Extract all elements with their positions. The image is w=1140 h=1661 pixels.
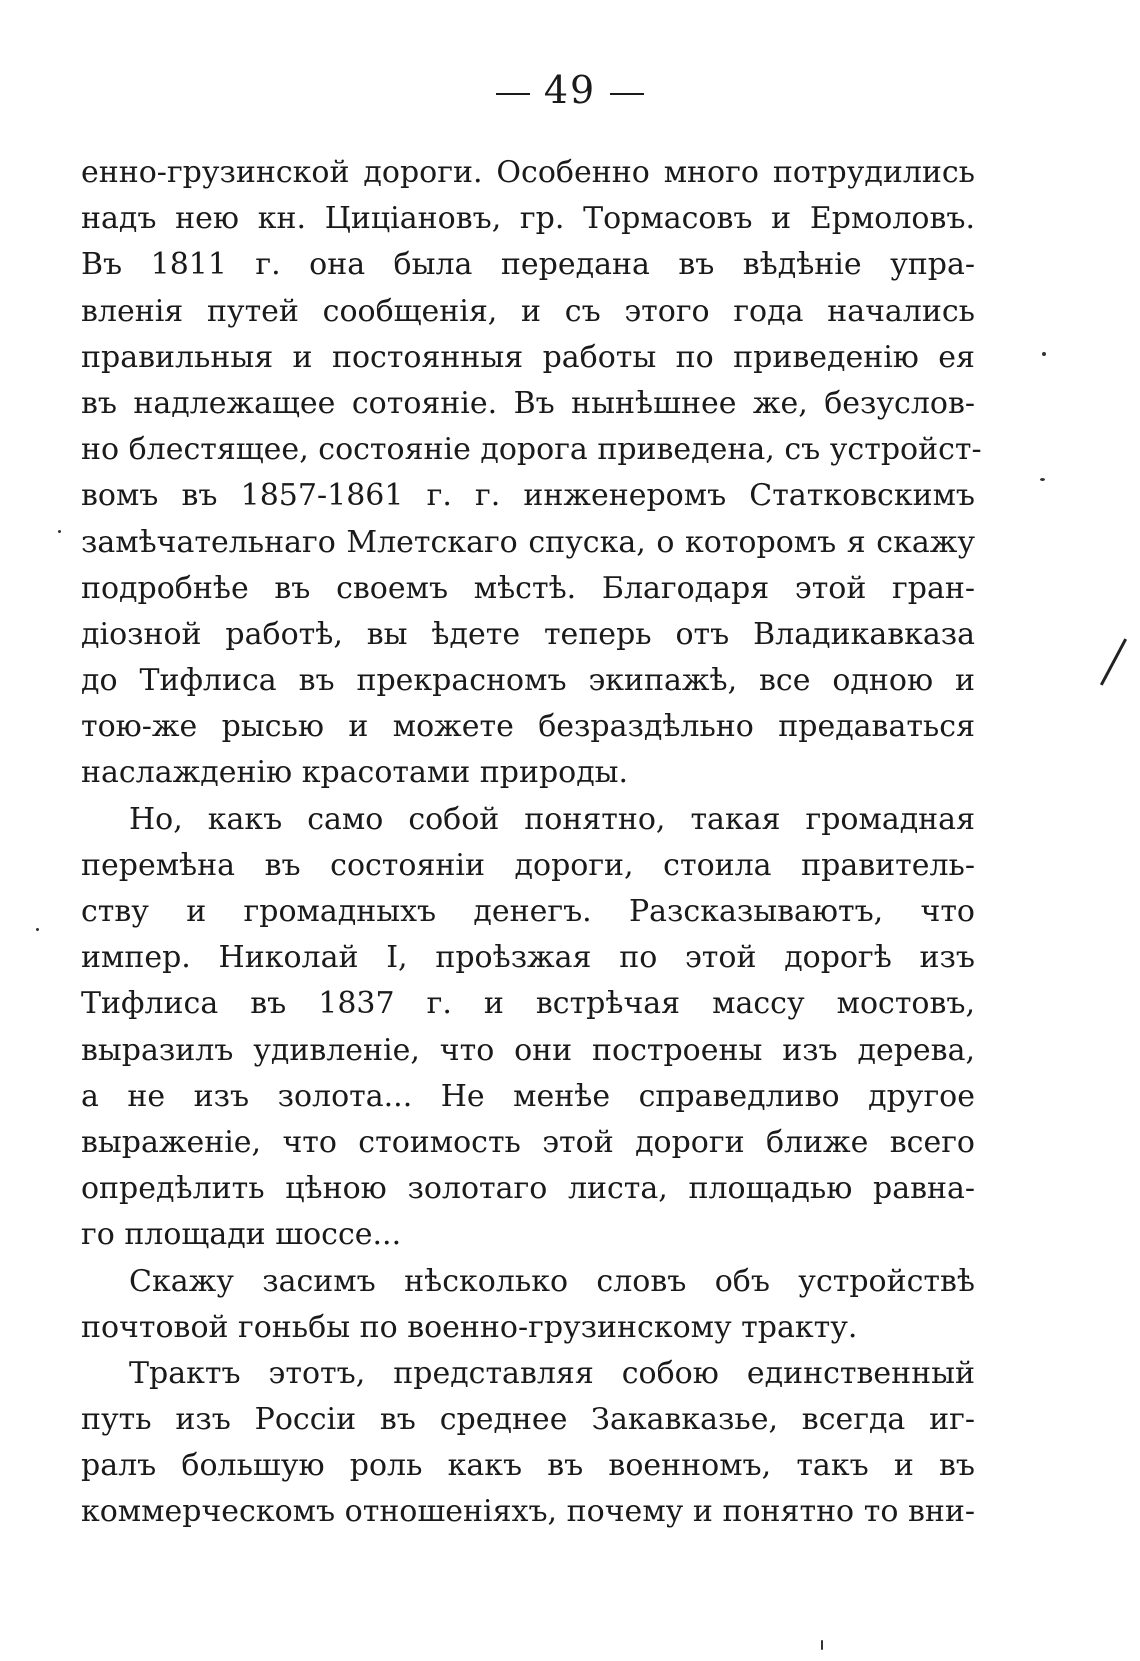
margin-pen-mark: [1100, 638, 1127, 685]
text-line: дiозной работѣ, вы ѣдете теперь отъ Владикавказа: [81, 616, 975, 652]
right-dash: [610, 93, 644, 95]
text-line: почтовой гоньбы по военно-грузинскому тракту.: [81, 1309, 858, 1345]
paragraph-3: [81, 1259, 975, 1351]
scan-speck: [36, 928, 39, 931]
text-line: ралъ большую роль какъ въ военномъ, такъ и въ: [81, 1448, 975, 1484]
text-line: перемѣна въ состоянiи дороги, стоила правитель-: [81, 847, 975, 883]
text-line: енно-грузинской дороги. Особенно много потрудились: [81, 155, 975, 190]
text-line: Тифлиса въ 1837 г. и встрѣчая массу мостовъ,: [81, 986, 975, 1022]
text-line: выразилъ удивленiе, что они построены изъ дерева,: [81, 1032, 975, 1068]
text-line: надъ нею кн. Цицiановъ, гр. Тормасовъ и Ермоловъ.: [81, 201, 975, 237]
text-line: го площади шоссе...: [81, 1217, 402, 1253]
text-line: путь изъ Россiи въ среднее Закавказье, всегда иг-: [81, 1402, 975, 1438]
text-line: въ надлежащее сотоянiе. Въ нынѣшнее же, безуслов-: [81, 385, 975, 421]
text-line: вомъ въ 1857-1861 г. г. инженеромъ Статковскимъ: [81, 478, 975, 514]
text-line: вленiя путей сообщенiя, и съ этого года начались: [81, 293, 975, 329]
text-line: а не изъ золота... Не менѣе справедливо другое: [81, 1078, 975, 1114]
text-line: импер. Николай I, проѣзжая по этой дорогѣ изъ: [81, 940, 975, 976]
text-line: коммерческомъ отношенiяхъ, почему и понятно то вни-: [81, 1494, 975, 1530]
scan-speck: [1042, 352, 1046, 356]
text-line: замѣчательнаго Млетскаго спуска, о которомъ я скажу: [81, 524, 975, 560]
scan-speck: [1040, 478, 1045, 481]
page-number: 49: [543, 68, 597, 112]
text-line: но блестящее, состоянiе дорога приведена, съ устройст-: [81, 432, 982, 468]
text-line: выраженiе, что стоимость этой дороги ближе всего: [81, 1124, 975, 1160]
text-line: Но, какъ само собой понятно, такая громадная: [129, 801, 975, 837]
body-text: [81, 150, 982, 1536]
paragraph-4: [81, 1351, 975, 1536]
text-line: Въ 1811 г. она была передана въ вѣдѣнiе упра-: [81, 247, 975, 283]
paragraph-2: [81, 797, 975, 1259]
paragraph-1: [81, 150, 982, 797]
text-line: подробнѣе въ своемъ мѣстѣ. Благодаря этой гран-: [81, 570, 975, 606]
text-line: наслажденiю красотами природы.: [81, 755, 629, 791]
text-line: Скажу засимъ нѣсколько словъ объ устройствѣ: [129, 1263, 975, 1299]
text-line: ству и громадныхъ денегъ. Разсказываютъ, что: [81, 894, 975, 929]
page-number-header: [0, 68, 1140, 112]
scan-speck: [58, 530, 61, 533]
text-line: Трактъ этотъ, представляя собою единственный: [129, 1355, 975, 1391]
text-line: до Тифлиса въ прекрасномъ экипажѣ, все одною и: [81, 663, 975, 699]
text-line: опредѣлить цѣною золотаго листа, площадью равна-: [81, 1171, 975, 1207]
left-dash: [496, 93, 530, 95]
text-line: правильныя и постоянныя работы по приведенiю ея: [81, 339, 975, 375]
scan-speck: [821, 1640, 823, 1650]
text-line: тою-же рысью и можете безраздѣльно предаваться: [81, 709, 975, 745]
